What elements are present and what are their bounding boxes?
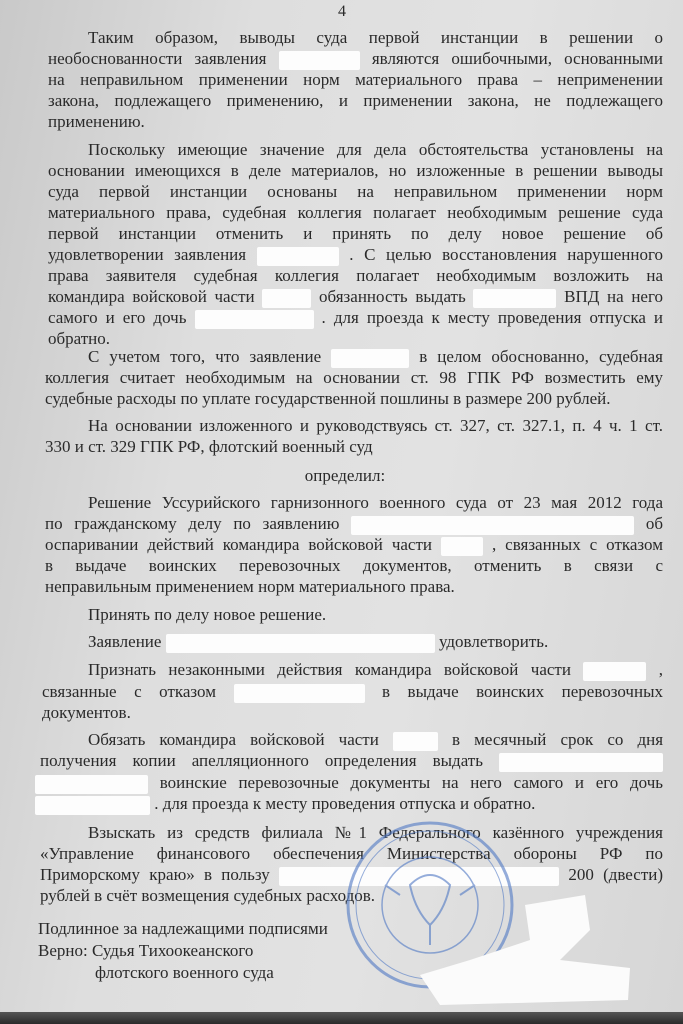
- text-line: [45, 576, 663, 598]
- text-segment: . С целью восстановления нарушенного: [349, 245, 663, 264]
- text-segment: ВПД на него: [564, 287, 663, 306]
- redacted-text: [393, 732, 438, 751]
- text-line: [48, 90, 663, 112]
- text-segment: основании имеющихся в деле материалов, но изложенные в решении выводы: [48, 161, 663, 180]
- text-segment: коллегия считает необходимым на основании ст. 98 ГПК РФ возместить ему: [45, 368, 663, 387]
- text-line: [48, 244, 663, 266]
- text-segment: Таким образом, выводы суда первой инстанции в решении о: [88, 28, 663, 47]
- redacted-text: [279, 867, 559, 886]
- text-line: [48, 181, 663, 203]
- redacted-text: [331, 349, 409, 368]
- redacted-text: [234, 684, 365, 703]
- text-line: [88, 659, 663, 681]
- text-segment: обязанность выдать: [319, 287, 466, 306]
- text-line: [45, 367, 663, 389]
- text-line: [40, 843, 663, 865]
- text-segment: Заявление: [88, 632, 162, 651]
- text-segment: Приморскому краю» в пользу: [40, 865, 270, 884]
- signature-line: [38, 918, 663, 940]
- text-line: [88, 631, 663, 653]
- page-bottom-edge: [0, 1012, 683, 1024]
- text-segment: . для проезда к месту проведения отпуска и обратно.: [154, 794, 536, 813]
- text-segment: С учетом того, что заявление: [88, 347, 322, 366]
- text-segment: судебные расходы по уплате государственной пошлины в размере 200 рублей.: [45, 389, 611, 408]
- text-line: [88, 139, 663, 161]
- redacted-text: [35, 796, 150, 815]
- text-segment: Взыскать из средств филиала №1 Федерального казённого учреждения: [88, 823, 663, 842]
- text-segment: На основании изложенного и руководствуясь ст. 327, ст. 327.1, п. 4 ч. 1 ст.: [88, 416, 663, 435]
- text-line: [48, 202, 663, 224]
- text-line: [88, 27, 663, 49]
- text-line: [45, 555, 663, 577]
- signature-line: [95, 962, 663, 984]
- text-line: [48, 48, 663, 70]
- text-segment: Признать незаконными действия командира войсковой части: [88, 660, 571, 679]
- redacted-text: [35, 775, 148, 794]
- text-line: [88, 492, 663, 514]
- redacted-text: [279, 51, 360, 70]
- text-line: [88, 415, 663, 437]
- text-line: [88, 346, 663, 368]
- text-segment: командира войсковой части: [48, 287, 255, 306]
- text-line: [42, 681, 663, 703]
- text-segment: определил:: [304, 466, 386, 485]
- text-line: [45, 436, 663, 458]
- text-segment: рублей в счёт возмещения судебных расходов.: [40, 886, 376, 905]
- text-line: [88, 604, 663, 626]
- text-segment: удовлетворить.: [438, 632, 549, 651]
- text-segment: Поскольку имеющие значение для дела обстоятельства установлены на: [88, 140, 663, 159]
- text-segment: Верно: Судья Тихоокеанского: [38, 941, 254, 960]
- text-segment: на неправильном применении норм материального права – неприменении: [48, 70, 663, 89]
- text-segment: самого и его дочь: [48, 308, 187, 327]
- text-line: [45, 513, 663, 535]
- text-segment: в выдаче воинских перевозочных документов, отменить в связи с: [45, 556, 663, 575]
- text-line: [48, 265, 663, 287]
- text-segment: документов.: [42, 703, 131, 722]
- text-segment: получения копии апелляционного определения выдать: [40, 751, 483, 770]
- text-segment: 330 и ст. 329 ГПК РФ, флотский военный суд: [45, 437, 373, 456]
- redacted-text: [473, 289, 556, 308]
- redacted-text: [583, 662, 646, 681]
- text-segment: неправильным применением норм материального права.: [45, 577, 455, 596]
- text-segment: являются ошибочными, основанными: [371, 49, 663, 68]
- text-line: [48, 286, 663, 308]
- text-segment: суда первой инстанции основаны на неправильном применении норм: [48, 182, 663, 201]
- text-line: [88, 729, 663, 751]
- text-line: [45, 388, 663, 410]
- redacted-text: [166, 634, 435, 653]
- text-segment: воинские перевозочные документы на него самого и его дочь: [159, 773, 663, 792]
- text-segment: первой инстанции отменить и принять по делу новое решение об: [48, 224, 663, 243]
- text-segment: об: [645, 514, 663, 533]
- signature-line: [38, 940, 663, 962]
- text-segment: обратно.: [48, 329, 111, 348]
- text-segment: 200 (двести): [568, 865, 663, 884]
- text-segment: закона, подлежащего применению, и применении закона, не подлежащего: [48, 91, 663, 110]
- text-segment: Подлинное за надлежащими подписями: [38, 919, 328, 938]
- text-line: [48, 111, 663, 133]
- redacted-text: [351, 516, 634, 535]
- text-line: [35, 793, 663, 815]
- page-number: 4: [338, 3, 346, 20]
- text-segment: права заявителя судебная коллегия полагает необходимым возложить на: [48, 266, 663, 285]
- redacted-text: [499, 753, 663, 772]
- text-line: [48, 69, 663, 91]
- text-line: [35, 772, 663, 794]
- text-line: [45, 534, 663, 556]
- text-segment: материального права, судебная коллегия полагает необходимым решение суда: [48, 203, 663, 222]
- text-line: [88, 822, 663, 844]
- text-segment: Обязать командира войсковой части: [88, 730, 379, 749]
- text-segment: «Управление финансового обеспечения Министерства обороны РФ по: [40, 844, 663, 863]
- text-segment: по гражданскому делу по заявлению: [45, 514, 340, 533]
- text-line: [42, 702, 663, 724]
- text-line: [40, 750, 663, 772]
- text-segment: Принять по делу новое решение.: [88, 605, 327, 624]
- text-segment: в выдаче воинских перевозочных: [382, 682, 663, 701]
- text-segment: Решение Уссурийского гарнизонного военного суда от 23 мая 2012 года: [88, 493, 663, 512]
- text-segment: , связанных с отказом: [491, 535, 663, 554]
- text-segment: в целом обоснованно, судебная: [419, 347, 663, 366]
- text-segment: удовлетворении заявления: [48, 245, 247, 264]
- redacted-text: [441, 537, 483, 556]
- text-segment: ,: [658, 660, 663, 679]
- text-line: [45, 465, 645, 487]
- text-segment: . для проезда к месту проведения отпуска и: [321, 308, 663, 327]
- text-segment: оспаривании действий командира войсковой части: [45, 535, 432, 554]
- text-line: [48, 223, 663, 245]
- redacted-text: [262, 289, 311, 308]
- redacted-text: [195, 310, 314, 329]
- text-segment: применению.: [48, 112, 145, 131]
- text-line: [48, 307, 663, 329]
- text-segment: необоснованности заявления: [48, 49, 267, 68]
- text-line: [48, 160, 663, 182]
- text-segment: связанные с отказом: [42, 682, 216, 701]
- text-segment: флотского военного суда: [95, 963, 274, 982]
- text-segment: в месячный срок со дня: [452, 730, 663, 749]
- text-line: [40, 864, 663, 886]
- redacted-text: [257, 247, 339, 266]
- text-line: [40, 885, 663, 907]
